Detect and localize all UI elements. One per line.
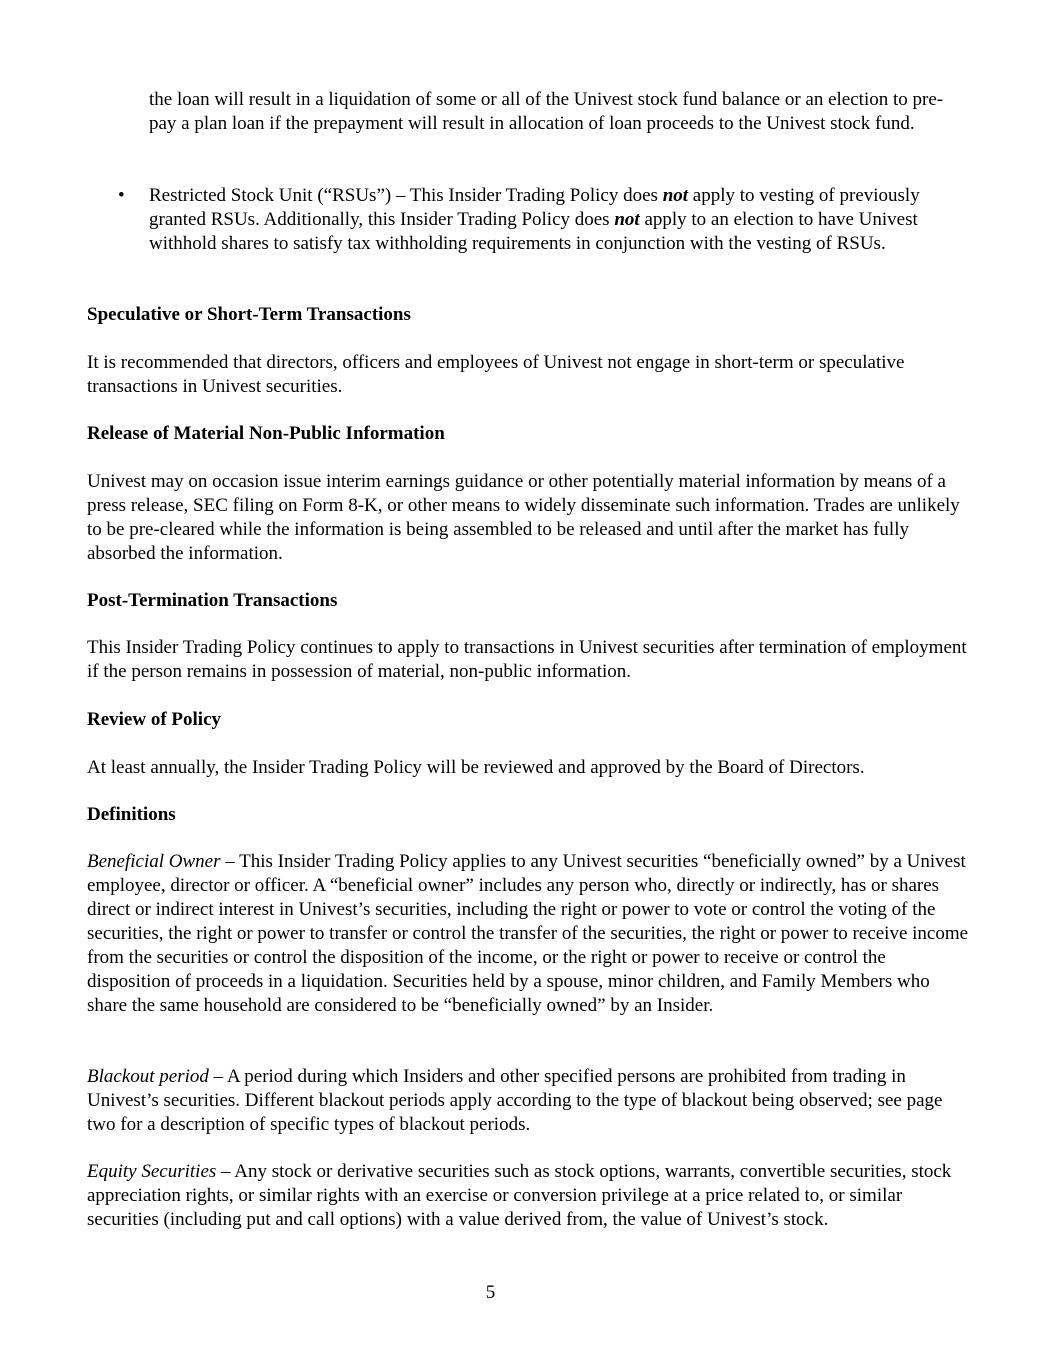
term-equity-securities: Equity Securities — [87, 1161, 217, 1182]
heading-review: Review of Policy — [87, 709, 222, 730]
post-termination-paragraph: This Insider Trading Policy continues to apply to transactions in Univest securities after termination of employment if the person remains in possession of material, non-public information. — [87, 637, 967, 682]
loan-paragraph: the loan will result in a liquidation of some or all of the Univest stock fund balance or an election to pre-pay a plan loan if the prepayment will result in allocation of loan proceeds to the Univest stock fund. — [149, 89, 944, 134]
review-paragraph: At least annually, the Insider Trading Policy will be reviewed and approved by the Board of Directors. — [87, 757, 865, 778]
speculative-paragraph: It is recommended that directors, officers and employees of Univest not engage in short-term or speculative transactions in Univest securities. — [87, 352, 905, 397]
heading-definitions: Definitions — [87, 804, 176, 825]
emphasis-not: not — [662, 185, 689, 206]
heading-speculative: Speculative or Short-Term Transactions — [87, 304, 411, 325]
rsu-paragraph: Restricted Stock Unit (“RSUs”) – This Insider Trading Policy does not apply to vesting of previously granted RSUs. Additionally, this Insider Trading Policy does not apply to an election to have Univest withhold shares to satisfy tax withholding requirements in conjunction with the vesting of RSUs. — [149, 185, 920, 254]
emphasis-not: not — [614, 209, 640, 230]
definition-blackout-period: Blackout period – A period during which Insiders and other specified persons are prohibited from trading in Univest’s securities. Different blackout periods apply according to the type of blackout being observed; see page two for a description of specific types of blackout periods. — [87, 1066, 943, 1135]
term-blackout-period: Blackout period — [87, 1066, 209, 1087]
term-beneficial-owner: Beneficial Owner — [87, 851, 221, 872]
heading-post-termination: Post-Termination Transactions — [87, 590, 338, 611]
definition-beneficial-owner: Beneficial Owner – This Insider Trading Policy applies to any Univest securities “beneficially owned” by a Univest employee, director or officer. A “beneficial owner” includes any person who, directly or indirectly, has or shares direct or indirect interest in Univest’s securities, including the right or power to vote or control the voting of the securities, the right or power to transfer or control the transfer of the securities, the right or power to receive income from the securities or control the disposition of the income, or the right or power to receive or control the disposition of proceeds in a liquidation. Securities held by a spouse, minor children, and Family Members who share the same household are considered to be “beneficially owned” by an Insider. — [87, 851, 969, 1016]
definition-equity-securities: Equity Securities – Any stock or derivative securities such as stock options, warrants, convertible securities, stock appreciation rights, or similar rights with an exercise or conversion privilege at a price related to, or similar securities (including put and call options) with a value derived from, the value of Univest’s stock. — [87, 1161, 952, 1230]
page-number: 5 — [485, 1282, 496, 1303]
heading-release: Release of Material Non-Public Information — [87, 423, 445, 444]
bullet-icon: • — [118, 185, 125, 206]
release-paragraph: Univest may on occasion issue interim earnings guidance or other potentially material information by means of a press release, SEC filing on Form 8-K, or other means to widely disseminate such information. Trades are unlikely to be pre-cleared while the information is being assembled to be released and until after the market has fully absorbed the information. — [87, 471, 960, 564]
